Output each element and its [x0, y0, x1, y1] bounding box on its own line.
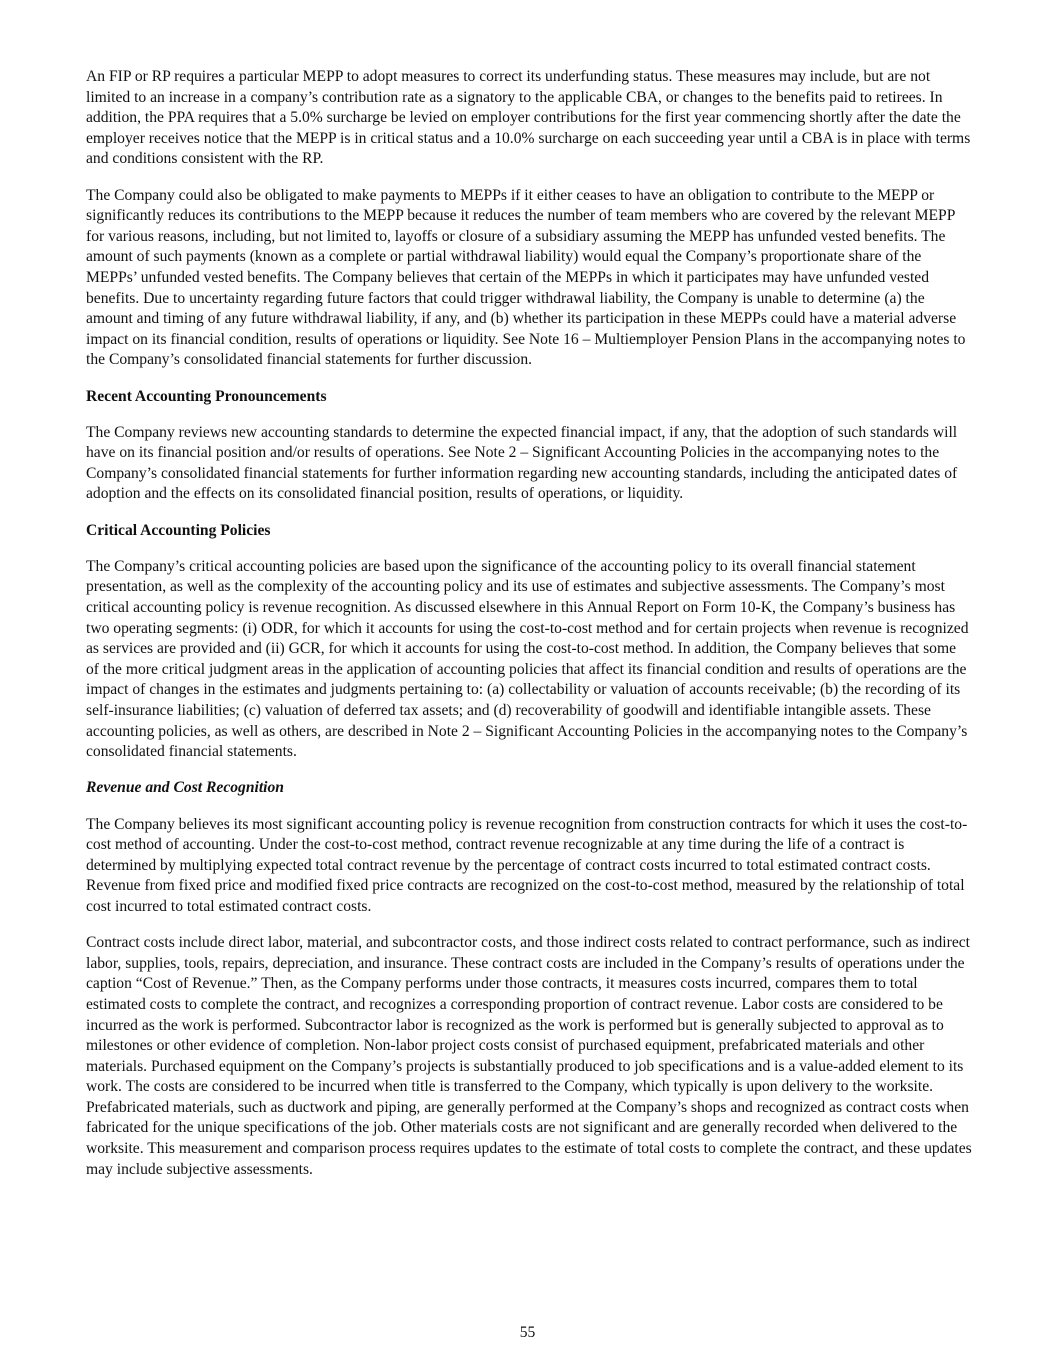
document-page: [86, 67, 972, 1196]
page-number: 55: [519, 1324, 536, 1341]
heading-recent-accounting-pronouncements: Recent Accounting Pronouncements: [86, 387, 327, 405]
heading-revenue-cost-recognition: Revenue and Cost Recognition: [86, 779, 284, 797]
paragraph-fip-rp-measures: An FIP or RP requires a particular MEPP to adopt measures to correct its underfunding status. These measures may include, but are not limited to an increase in a company’s contribution rate as a signatory to the applicable CBA, or changes to the benefits paid to retirees. In addition, the PPA requires that a 5.0% surcharge be levied on employer contributions for the first year commencing shortly after the date the employer receives notice that the MEPP is in critical status and a 10.0% surcharge on each succeeding year until a CBA is in place with terms and conditions consistent with the RP.: [86, 68, 971, 168]
paragraph-new-accounting-standards: The Company reviews new accounting standards to determine the expected financial impact, if any, that the adoption of such standards will have on its financial position and/or results of operations. See Note 2 – Significant Accounting Policies in the accompanying notes to the Company’s consolidated financial statements for further information regarding new accounting standards, including the anticipated dates of adoption and the effects on its consolidated financial position, results of operations, or liquidity.: [86, 423, 958, 503]
heading-critical-accounting-policies: Critical Accounting Policies: [86, 521, 271, 539]
paragraph-withdrawal-liability: The Company could also be obligated to make payments to MEPPs if it either ceases to have an obligation to contribute to the MEPP or significantly reduces its contributions to the MEPP because it reduces the number of team members who are covered by the relevant MEPP for various reasons, including, but not limited to, layoffs or closure of a subsidiary assuming the MEPP has unfunded vested benefits. The amount of such payments (known as a complete or partial withdrawal liability) would equal the Company’s proportionate share of the MEPPs’ unfunded vested benefits. The Company believes that certain of the MEPPs in which it participates may have unfunded vested benefits. Due to uncertainty regarding future factors that could trigger withdrawal liability, the Company is unable to determine (a) the amount and timing of any future withdrawal liability, if any, and (b) whether its participation in these MEPPs could have a material adverse impact on its financial condition, results of operations or liquidity. See Note 16 – Multiemployer Pension Plans in the accompanying notes to the Company’s consolidated financial statements for further discussion.: [86, 186, 966, 369]
paragraph-contract-costs: Contract costs include direct labor, material, and subcontractor costs, and those indirect costs related to contract performance, such as indirect labor, supplies, tools, repairs, depreciation, and insurance. These contract costs are included in the Company’s results of operations under the caption “Cost of Revenue.” Then, as the Company performs under those contracts, it measures costs incurred, compares them to total estimated costs to complete the contract, and recognizes a corresponding proportion of contract revenue. Labor costs are considered to be incurred as the work is performed. Subcontractor labor is recognized as the work is performed but is generally subjected to approval as to milestones or other evidence of completion. Non-labor project costs consist of purchased equipment, prefabricated materials and other materials. Purchased equipment on the Company’s projects is substantially produced to job specifications and is a value-added element to its work. The costs are considered to be incurred when title is transferred to the Company, which typically is upon delivery to the worksite. Prefabricated materials, such as ductwork and piping, are generally performed at the Company’s shops and recognized as contract costs when fabricated for the unique specifications of the job. Other materials costs are not significant and are generally recorded when delivered to the worksite. This measurement and comparison process requires updates to the estimate of total costs to complete the contract, and these updates may include subjective assessments.: [86, 934, 972, 1178]
paragraph-cost-to-cost-method: The Company believes its most significant accounting policy is revenue recognition from construction contracts for which it uses the cost-to-cost method of accounting. Under the cost-to-cost method, contract revenue recognizable at any time during the life of a contract is determined by multiplying expected total contract revenue by the percentage of contract costs incurred to total estimated contract costs. Revenue from fixed price and modified fixed price contracts are recognized on the cost-to-cost method, measured by the relationship of total cost incurred to total estimated contract costs.: [86, 815, 968, 915]
paragraph-critical-policies: The Company’s critical accounting policies are based upon the significance of the accounting policy to its overall financial statement presentation, as well as the complexity of the accounting policy and its use of estimates and subjective assessments. The Company’s most critical accounting policy is revenue recognition. As discussed elsewhere in this Annual Report on Form 10-K, the Company’s business has two operating segments: (i) ODR, for which it accounts for using the cost-to-cost method and for certain projects when revenue is recognized as services are provided and (ii) GCR, for which it accounts for using the cost-to-cost method. In addition, the Company believes that some of the more critical judgment areas in the application of accounting policies that affect its financial condition and results of operations are the impact of changes in the estimates and judgments pertaining to: (a) collectability or valuation of accounts receivable; (b) the recording of its self-insurance liabilities; (c) valuation of deferred tax assets; and (d) recoverability of goodwill and identifiable intangible assets. These accounting policies, as well as others, are described in Note 2 – Significant Accounting Policies in the accompanying notes to the Company’s consolidated financial statements.: [86, 557, 969, 761]
